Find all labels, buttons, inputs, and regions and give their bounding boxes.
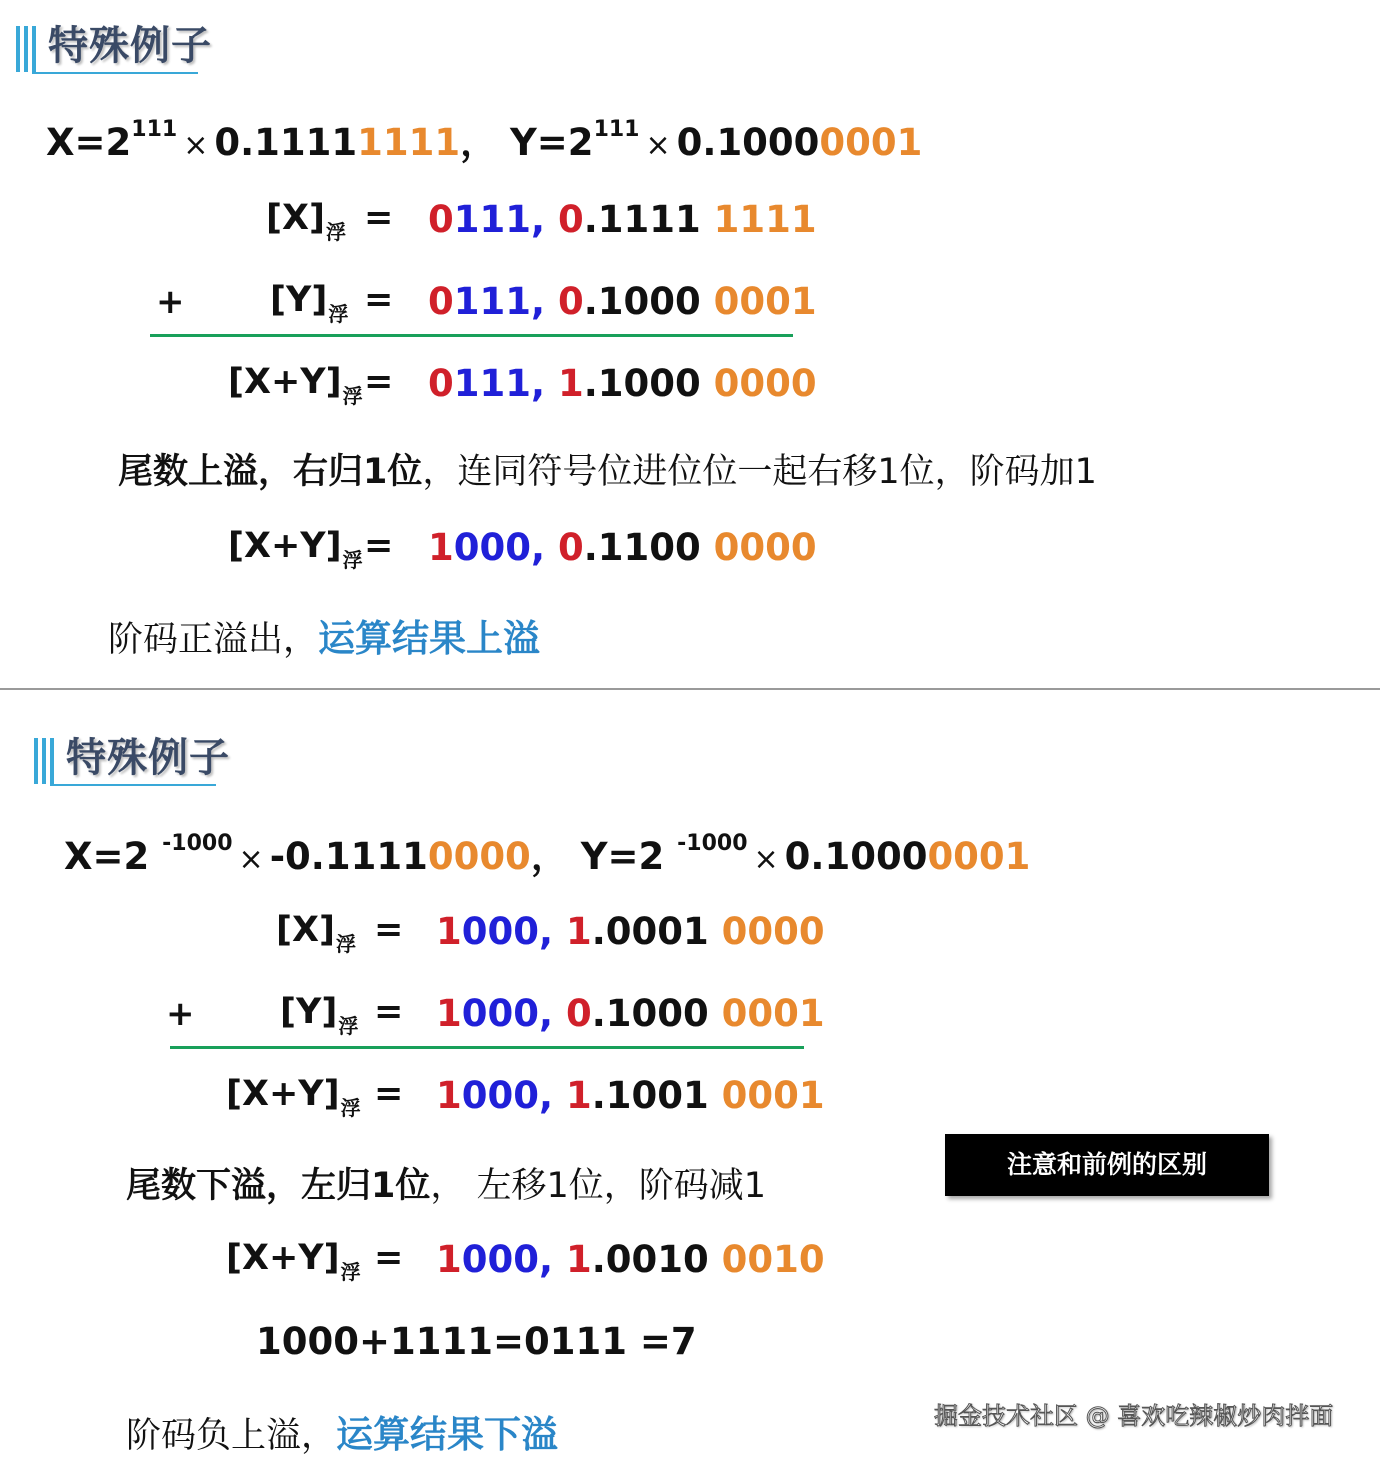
result-lhs: $[X+Y]_浮$ xyxy=(228,526,363,572)
y-base: Y=2 xyxy=(510,121,594,164)
watermark: 掘金技术社区 @ 喜欢吃辣椒炒肉拌面 xyxy=(934,1402,1334,1430)
y-mantissa-low: 0001 xyxy=(819,121,923,164)
times-icon: × xyxy=(753,842,779,877)
y-mantissa-high: 0.1000 xyxy=(784,835,928,878)
y-mantissa-low: 0001 xyxy=(927,835,1031,878)
separator: ， xyxy=(460,121,498,164)
x-mantissa-low: 0000 xyxy=(427,835,531,878)
section-title: 特殊例子 xyxy=(48,23,212,69)
conclusion: 阶码正溢出，运算结果上溢 xyxy=(108,617,541,660)
y-mantissa-high: 0.1000 xyxy=(676,121,820,164)
given-values-line xyxy=(64,826,1030,880)
separator: ， xyxy=(530,835,568,878)
equals-sign: = xyxy=(364,280,394,320)
y-exponent: -1000 xyxy=(677,830,748,856)
sum-rule xyxy=(170,1046,804,1049)
equals-sign: = xyxy=(374,1238,404,1278)
equals-sign: = xyxy=(374,910,404,950)
x-base: X=2 xyxy=(46,121,132,164)
conclusion: 阶码负上溢，运算结果下溢 xyxy=(126,1413,559,1456)
times-icon: × xyxy=(238,842,264,877)
row-x-lhs: $[X]_浮$ xyxy=(266,198,346,244)
x-mantissa-high: -0.1111 xyxy=(269,835,428,878)
exponent-calc: 1000+1111=0111 =7 xyxy=(256,1320,697,1363)
row-sum-value: 0111, 1.1000 0000 xyxy=(428,362,817,405)
x-mantissa-low: 1111 xyxy=(357,121,461,164)
result-value: 1000, 0.1100 0000 xyxy=(428,526,817,569)
row-sum-lhs: $[X+Y]_浮$ xyxy=(228,362,363,408)
row-y-lhs: $[Y]_浮$ xyxy=(280,992,359,1038)
row-x-lhs: $[X]_浮$ xyxy=(276,910,356,956)
equals-sign: = xyxy=(364,198,394,238)
x-exponent: -1000 xyxy=(162,830,233,856)
given-values-line xyxy=(46,112,922,166)
y-base: Y=2 xyxy=(580,835,665,878)
row-y-value: 0111, 0.1000 0001 xyxy=(428,280,817,323)
plus-sign: + xyxy=(156,282,185,322)
section-divider xyxy=(0,688,1380,690)
x-exponent: 111 xyxy=(131,116,178,142)
section-title: 特殊例子 xyxy=(66,735,230,781)
plus-sign: + xyxy=(166,994,195,1034)
equals-sign: = xyxy=(364,362,394,402)
row-sum-lhs: $[X+Y]_浮$ xyxy=(226,1074,361,1120)
row-sum-value: 1000, 1.1001 0001 xyxy=(436,1074,825,1117)
result-value: 1000, 1.0010 0010 xyxy=(436,1238,825,1281)
y-exponent: 111 xyxy=(593,116,640,142)
normalization-note: 尾数上溢，右归1位，连同符号位进位位一起右移1位，阶码加1 xyxy=(118,452,1097,492)
equals-sign: = xyxy=(374,1074,404,1114)
x-mantissa-high: 0.1111 xyxy=(214,121,358,164)
times-icon: × xyxy=(183,128,209,163)
callout-box: 注意和前例的区别 xyxy=(945,1134,1269,1196)
times-icon: × xyxy=(645,128,671,163)
row-x-value: 1000, 1.0001 0000 xyxy=(436,910,825,953)
normalization-note: 尾数下溢，左归1位， 左移1位，阶码减1 xyxy=(126,1166,767,1206)
x-base: X=2 xyxy=(64,835,150,878)
row-x-value: 0111, 0.1111 1111 xyxy=(428,198,817,241)
result-lhs: $[X+Y]_浮$ xyxy=(226,1238,361,1284)
row-y-value: 1000, 0.1000 0001 xyxy=(436,992,825,1035)
equals-sign: = xyxy=(374,992,404,1032)
row-y-lhs: $[Y]_浮$ xyxy=(270,280,349,326)
equals-sign: = xyxy=(364,526,394,566)
sum-rule xyxy=(150,334,793,337)
